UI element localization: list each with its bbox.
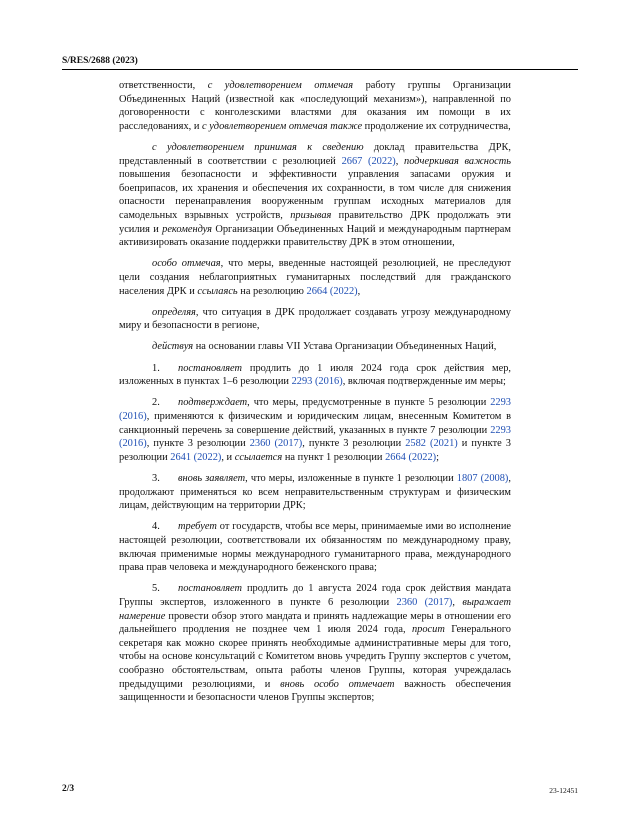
italic-operative-phrase: определяя xyxy=(152,306,196,318)
preambular-paragraph xyxy=(119,141,511,250)
resolution-link[interactable]: 2293 (2016) xyxy=(119,424,511,450)
italic-operative-phrase: подтверждает xyxy=(178,397,248,409)
paragraph-text: на основании главы VII Устава Организации Объединенных Наций, xyxy=(193,341,497,353)
paragraph-text: Организации Объединенных Наций и международным партнерам активизировать оказание поддержки правительству ДРК в этом отношении, xyxy=(119,223,511,249)
operative-paragraph xyxy=(119,520,511,574)
paragraph-text: , включая подтвержденные им меры; xyxy=(342,376,506,388)
paragraph-text: работу группы Организации Объединенных Наций (известной как «последующий механизм»), направленной по договоренности с конголезскими властями для оказания им помощи в их расследованиях, и xyxy=(119,80,511,132)
paragraph-text: продолжение их сотрудничества, xyxy=(362,120,511,132)
italic-operative-phrase: вновь особо отмечает xyxy=(280,678,395,690)
resolution-link[interactable]: 2360 (2017) xyxy=(249,438,303,450)
paragraph-text: повышения безопасности и эффективности управления запасами оружия и боеприпасов, их хранения и обеспечения их сохранности, в том числе для снижения опасности перенаправления вооруженным группам исходных материалов для самодельных взрывных устройств, xyxy=(119,169,511,221)
operative-paragraph xyxy=(119,472,511,513)
paragraph-text: на резолюцию xyxy=(237,285,307,297)
paragraph-text: , что ситуация в ДРК продолжает создавать угрозу международному миру и безопасности в регионе, xyxy=(119,306,511,332)
operative-paragraph xyxy=(119,396,511,464)
italic-operative-phrase: вновь заявляет xyxy=(178,473,246,484)
resolution-text xyxy=(119,79,511,712)
italic-operative-phrase: рекомендуя xyxy=(162,223,212,235)
italic-operative-phrase: призывая xyxy=(290,209,332,221)
italic-operative-phrase: ссылается xyxy=(234,451,283,463)
resolution-link[interactable]: 2360 (2017) xyxy=(396,596,453,608)
preambular-paragraph xyxy=(119,79,511,133)
resolution-link[interactable]: 2582 (2021) xyxy=(405,438,458,450)
italic-operative-phrase: действуя xyxy=(152,341,194,353)
paragraph-text: ответственности, xyxy=(119,80,208,91)
paragraph-text: ; xyxy=(436,451,440,463)
italic-operative-phrase: выражает намерение xyxy=(119,596,511,622)
resolution-link[interactable]: 2664 (2022) xyxy=(385,451,437,463)
paragraph-text: важность обеспечения защищенности и безопасности членов Группы экспертов; xyxy=(119,678,511,704)
paragraph-text: , и xyxy=(221,451,235,463)
paragraph-text: , что меры, введенные настоящей резолюцией, не преследуют цели создания неблагоприятных гуманитарных последствий для гражданского населения ДРК и xyxy=(119,258,512,297)
paragraph-text: продлить до 1 июля 2024 года срок действия мер, изложенных в пунктах 1–6 резолюции xyxy=(119,362,511,388)
paragraph-text: , xyxy=(452,596,463,608)
resolution-link[interactable]: 2667 (2022) xyxy=(341,155,396,167)
preambular-paragraph xyxy=(119,340,511,354)
paragraph-number: 1. xyxy=(152,362,160,374)
paragraph-text: , продолжают применяться ко всем неправительственным структурам и физическим лицам, действующим на территории ДРК; xyxy=(119,473,511,512)
italic-operative-phrase: постановляет xyxy=(178,583,243,595)
resolution-link[interactable]: 1807 (2008) xyxy=(456,473,509,484)
operative-paragraph xyxy=(119,582,511,704)
resolution-link[interactable]: 2293 (2016) xyxy=(291,376,343,388)
paragraph-text: доклад правительства ДРК, представленный в соответствии с резолюцией xyxy=(119,141,512,167)
italic-operative-phrase: с удовлетворением принимая к сведению xyxy=(152,141,364,153)
paragraph-number: 5. xyxy=(152,583,160,595)
paragraph-text: провести обзор этого мандата и принять надлежащие меры в отношении его дальнейшего продления не позднее чем 1 июля 2024 года, xyxy=(119,610,511,636)
italic-operative-phrase: требует xyxy=(178,521,217,533)
italic-operative-phrase: ссылаясь xyxy=(197,285,238,297)
italic-operative-phrase: подчеркивая важность xyxy=(404,155,511,167)
paragraph-text: , применяются к физическим и юридическим лицам, внесенным Комитетом в санкционный перечень за совершение действий, указанных в пункте 7 резолюции xyxy=(119,411,511,436)
document-code: 23-12451 xyxy=(549,786,578,795)
paragraph-number: 2. xyxy=(152,397,160,409)
paragraph-text: и пункте 3 резолюции xyxy=(119,438,511,463)
italic-operative-phrase: с удовлетворением отмечая также xyxy=(202,120,363,132)
page-number: 2/3 xyxy=(62,784,75,794)
paragraph-text: , xyxy=(357,285,361,297)
paragraph-number: 3. xyxy=(152,473,160,484)
operative-paragraph xyxy=(119,362,511,389)
paragraph-text: , пункте 3 резолюции xyxy=(302,438,406,450)
paragraph-text: , xyxy=(395,155,405,167)
paragraph-number: 4. xyxy=(152,521,160,533)
header-divider xyxy=(62,69,578,70)
paragraph-text: на пункт 1 резолюции xyxy=(282,451,386,463)
preambular-paragraph xyxy=(119,306,511,333)
paragraph-text: , пункте 3 резолюции xyxy=(146,438,250,450)
preambular-paragraph xyxy=(119,257,511,298)
italic-operative-phrase: особо отмечая xyxy=(152,258,221,270)
resolution-link[interactable]: 2664 (2022) xyxy=(306,285,358,297)
italic-operative-phrase: просит xyxy=(411,624,445,636)
italic-operative-phrase: с удовлетворением отмечая xyxy=(207,80,354,91)
italic-operative-phrase: постановляет xyxy=(178,362,243,374)
paragraph-text: продлить до 1 августа 2024 года срок действия мандата Группы экспертов, изложенного в пункте 6 резолюции xyxy=(119,583,511,608)
paragraph-text: Генерального секретаря как можно скорее принять необходимые административные меры для того, чтобы на основе консультаций с Комитетом вновь учредить Группу экспертов с учетом, сообразно обстоятельствам, опыта работы членов Группы, которая учреждалась предыдущими резолюциями, и xyxy=(119,624,511,690)
document-symbol: S/RES/2688 (2023) xyxy=(62,56,138,66)
resolution-link[interactable]: 2641 (2022) xyxy=(170,451,222,463)
paragraph-text: , что меры, изложенные в пункте 1 резолюции xyxy=(245,473,457,484)
paragraph-text: , что меры, предусмотренные в пункте 5 резолюции xyxy=(247,397,491,409)
resolution-link[interactable]: 2293 (2016) xyxy=(119,397,511,423)
paragraph-text: правительство ДРК продолжать эти усилия и xyxy=(119,209,511,235)
paragraph-text: от государств, чтобы все меры, принимаемые ими во исполнение настоящей резолюции, соответствовали их обязанностям по международному праву, включая применимые нормы международного гуманитарного права, международного права прав человека и международного беженского права; xyxy=(119,521,511,574)
